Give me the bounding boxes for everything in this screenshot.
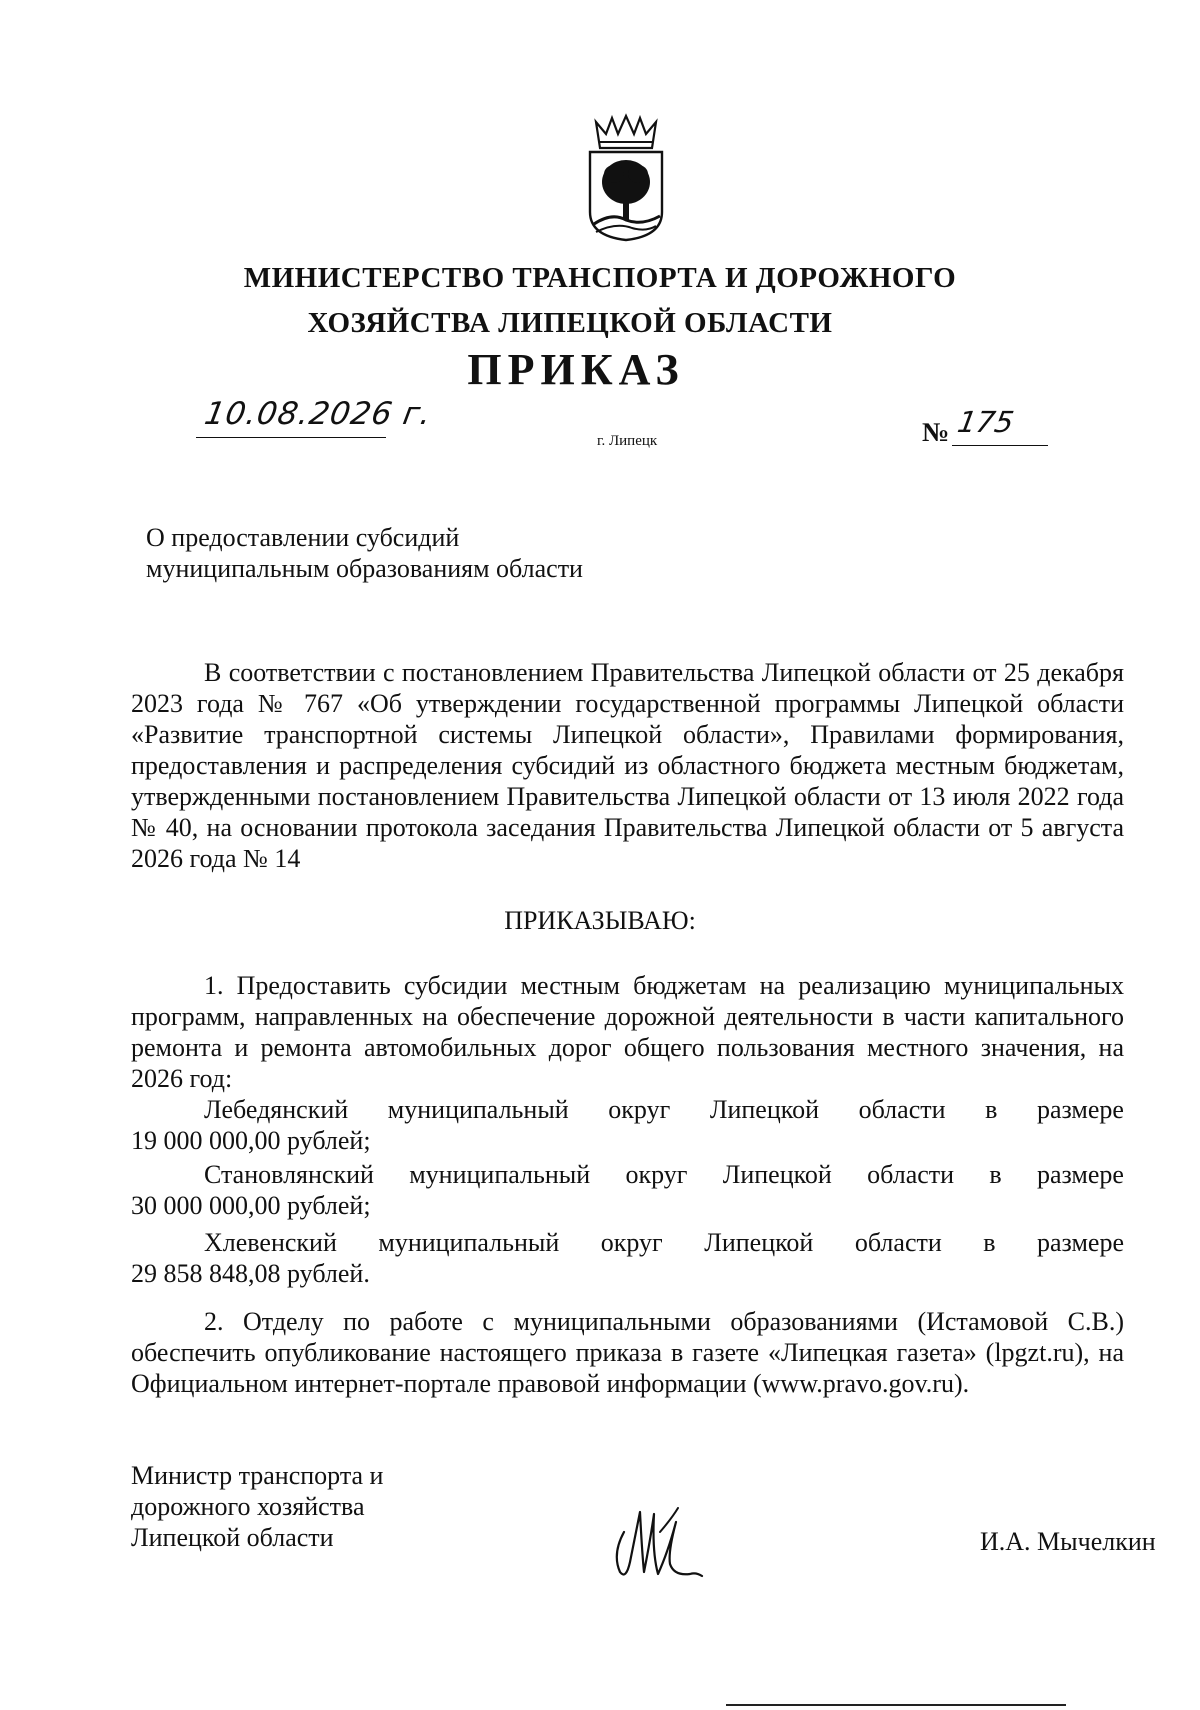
word: Липецкой <box>704 1228 814 1257</box>
word: в <box>989 1160 1002 1189</box>
district-row <box>131 1159 1124 1190</box>
district-amount: 19 000 000,00 рублей; <box>131 1126 371 1155</box>
district-row <box>131 1227 1124 1258</box>
item-1-text: 1. Предоставить субсидии местным бюджетам на реализацию муниципальных программ, направленных на обеспечение дорожной деятельности в части капитального ремонта и ремонта автомобильных дорог общего пользования местного значения, на 2026 год: <box>131 971 1124 1093</box>
district-entry <box>131 1227 1124 1289</box>
word: округ <box>600 1228 663 1257</box>
subject-line: О предоставлении субсидий <box>146 523 460 552</box>
number-sign: № <box>922 417 950 447</box>
signatory-title <box>131 1460 383 1553</box>
word: области <box>858 1095 946 1124</box>
word: Липецкой <box>722 1160 832 1189</box>
word: области <box>854 1228 942 1257</box>
district-entry <box>131 1159 1124 1221</box>
subject-line: муниципальным образованиям области <box>146 554 583 583</box>
word: в <box>983 1228 996 1257</box>
word: области <box>867 1160 955 1189</box>
order-items <box>131 970 1124 1289</box>
city-label: г. Липецк <box>597 433 658 449</box>
number-underline <box>952 445 1048 446</box>
district-name: Лебедянский <box>204 1095 349 1124</box>
word: муниципальный <box>409 1160 591 1189</box>
order-heading: ПРИКАЗЫВАЮ: <box>504 906 696 935</box>
order-subject <box>146 522 583 584</box>
date-underline <box>196 437 386 438</box>
word: муниципальный <box>387 1095 569 1124</box>
word: округ <box>608 1095 671 1124</box>
preamble-text: В соответствии с постановлением Правительства Липецкой области от 25 декабря 2023 года № 767 «Об утверждении государственной программы Липецкой области «Развитие транспортной системы Липецкой области», Правилами формирования, предоставления и распределения субсидий из областного бюджета местным бюджетам, утвержденными постановлением Правительства Липецкой области от 13 июля 2022 года № 40, на основании протокола заседания Правительства Липецкой области от 5 августа 2026 года № 14 <box>131 658 1124 873</box>
word: округ <box>625 1160 688 1189</box>
order-date: 10.08.2026 г. <box>201 396 435 432</box>
district-row <box>131 1094 1124 1125</box>
word: размере <box>1037 1228 1124 1257</box>
word: муниципальный <box>378 1228 560 1257</box>
preamble-block <box>131 657 1124 874</box>
signatory-name: И.А. Мычелкин <box>980 1527 1156 1556</box>
item-2-text: 2. Отделу по работе с муниципальными образованиями (Истамовой С.В.) обеспечить опубликование настоящего приказа в газете «Липецкая газета» (lpgzt.ru), на Официальном интернет-портале правовой информации (www.pravo.gov.ru). <box>131 1307 1124 1398</box>
ministry-name-line1: МИНИСТЕРСТВО ТРАНСПОРТА И ДОРОЖНОГО <box>243 262 957 294</box>
item-2-block <box>131 1306 1124 1399</box>
handwritten-signature-icon <box>610 1492 710 1584</box>
signatory-title-line: дорожного хозяйства <box>131 1492 365 1521</box>
order-number: 175 <box>955 405 1017 439</box>
district-entry <box>131 1094 1124 1156</box>
district-name: Становлянский <box>204 1160 374 1189</box>
district-amount: 29 858 848,08 рублей. <box>131 1259 370 1288</box>
word: в <box>985 1095 998 1124</box>
word: Липецкой <box>709 1095 819 1124</box>
signatory-title-line: Министр транспорта и <box>131 1461 384 1490</box>
district-amount: 30 000 000,00 рублей; <box>131 1191 371 1220</box>
ministry-name-line2: ХОЗЯЙСТВА ЛИПЕЦКОЙ ОБЛАСТИ <box>307 307 833 339</box>
word: размере <box>1036 1095 1124 1124</box>
lipetsk-coat-of-arms-icon <box>582 112 670 242</box>
word: размере <box>1036 1160 1124 1189</box>
document-type: ПРИКАЗ <box>467 345 685 394</box>
page-bottom-rule <box>726 1704 1066 1706</box>
district-name: Хлевенский <box>204 1228 337 1257</box>
signatory-title-line: Липецкой области <box>131 1523 334 1552</box>
